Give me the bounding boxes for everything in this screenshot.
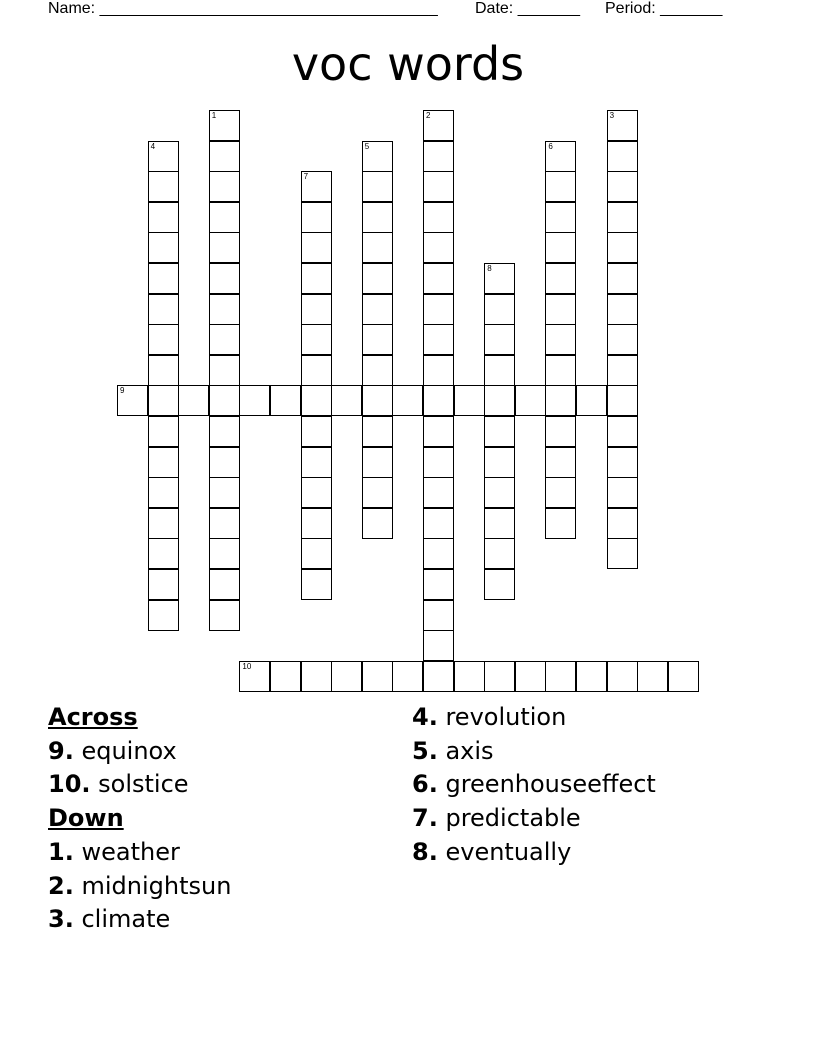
- grid-cell[interactable]: [607, 263, 638, 294]
- grid-cell[interactable]: [209, 110, 240, 141]
- grid-cell[interactable]: [607, 294, 638, 325]
- grid-cell[interactable]: [209, 294, 240, 325]
- grid-cell[interactable]: [607, 232, 638, 263]
- grid-cell[interactable]: [301, 661, 332, 692]
- grid-cell[interactable]: [362, 661, 393, 692]
- grid-cell[interactable]: [209, 538, 240, 569]
- grid-cell[interactable]: [301, 263, 332, 294]
- grid-cell[interactable]: [362, 141, 393, 172]
- grid-cell[interactable]: [270, 385, 301, 416]
- grid-cell[interactable]: [209, 232, 240, 263]
- across-heading: Across: [48, 703, 138, 731]
- grid-cell[interactable]: [362, 171, 393, 202]
- grid-cell[interactable]: [515, 661, 546, 692]
- grid-cell[interactable]: [545, 661, 576, 692]
- grid-cell[interactable]: [209, 202, 240, 233]
- down-heading: Down: [48, 804, 124, 833]
- grid-cell[interactable]: [423, 508, 454, 539]
- grid-cell[interactable]: [423, 538, 454, 569]
- grid-cell[interactable]: [484, 447, 515, 478]
- grid-cell[interactable]: [209, 141, 240, 172]
- grid-cell[interactable]: [209, 324, 240, 355]
- clue-down-1: [48, 836, 231, 870]
- grid-cell[interactable]: [423, 385, 454, 416]
- grid-cell[interactable]: [209, 385, 240, 416]
- grid-cell[interactable]: [301, 477, 332, 508]
- grid-cell[interactable]: [148, 508, 179, 539]
- grid-cell[interactable]: [362, 447, 393, 478]
- clue-down-2: [48, 870, 231, 904]
- clue-number: 2.: [48, 871, 74, 900]
- grid-cell[interactable]: [301, 294, 332, 325]
- clue-text: predictable: [445, 804, 581, 833]
- grid-cell[interactable]: [423, 324, 454, 355]
- clue-number: 4.: [412, 703, 438, 731]
- grid-cell[interactable]: [331, 661, 362, 692]
- grid-cell[interactable]: [301, 355, 332, 386]
- grid-cell[interactable]: [423, 630, 454, 661]
- grid-cell[interactable]: [148, 600, 179, 631]
- grid-cell[interactable]: [301, 171, 332, 202]
- grid-cell[interactable]: [545, 416, 576, 447]
- grid-cell[interactable]: [301, 324, 332, 355]
- clue-number-label: 10: [242, 661, 252, 671]
- grid-cell[interactable]: [392, 661, 423, 692]
- clue-number: 7.: [412, 804, 438, 833]
- grid-cell[interactable]: [545, 447, 576, 478]
- grid-cell[interactable]: [148, 569, 179, 600]
- clue-text: solstice: [98, 770, 189, 799]
- clue-text: axis: [445, 736, 494, 765]
- grid-cell[interactable]: [607, 538, 638, 569]
- clue-text: weather: [81, 837, 180, 866]
- clue-text: eventually: [445, 837, 572, 866]
- grid-cell[interactable]: [484, 477, 515, 508]
- grid-cell[interactable]: [362, 508, 393, 539]
- grid-cell[interactable]: [607, 171, 638, 202]
- clue-number: 10.: [48, 770, 91, 799]
- grid-cell[interactable]: [301, 202, 332, 233]
- grid-cell[interactable]: [515, 385, 546, 416]
- grid-cell[interactable]: [148, 324, 179, 355]
- grid-cell[interactable]: [209, 416, 240, 447]
- grid-cell[interactable]: [607, 110, 638, 141]
- grid-cell[interactable]: [484, 294, 515, 325]
- grid-cell[interactable]: [607, 447, 638, 478]
- grid-cell[interactable]: [484, 569, 515, 600]
- grid-cell[interactable]: [362, 263, 393, 294]
- grid-cell[interactable]: [209, 508, 240, 539]
- clue-number: 8.: [412, 837, 438, 866]
- clue-text: climate: [81, 905, 171, 934]
- grid-cell[interactable]: [423, 416, 454, 447]
- grid-cell[interactable]: [607, 141, 638, 172]
- grid-cell[interactable]: [148, 263, 179, 294]
- grid-cell[interactable]: [423, 355, 454, 386]
- clue-number: 5.: [412, 736, 438, 765]
- grid-cell[interactable]: [392, 385, 423, 416]
- grid-cell[interactable]: [148, 202, 179, 233]
- grid-cell[interactable]: [454, 385, 485, 416]
- clue-down-7: [412, 802, 656, 836]
- grid-cell[interactable]: [545, 508, 576, 539]
- grid-cell[interactable]: [362, 232, 393, 263]
- grid-cell[interactable]: [545, 385, 576, 416]
- clue-number-label: 7: [303, 172, 309, 182]
- grid-cell[interactable]: [148, 171, 179, 202]
- clue-number-label: 8: [487, 264, 492, 273]
- grid-cell[interactable]: [270, 661, 301, 692]
- grid-cell[interactable]: [545, 141, 576, 172]
- grid-cell[interactable]: [484, 416, 515, 447]
- clue-text: equinox: [81, 736, 177, 765]
- grid-cell[interactable]: [301, 232, 332, 263]
- clue-number: 1.: [48, 837, 74, 866]
- clue-number-label: 1: [211, 111, 217, 120]
- grid-cell[interactable]: [362, 355, 393, 386]
- grid-cell[interactable]: [423, 477, 454, 508]
- clue-number: 3.: [48, 905, 74, 934]
- grid-cell[interactable]: [117, 385, 148, 416]
- clue-text: midnightsun: [81, 871, 232, 900]
- clue-number-label: 4: [150, 141, 156, 151]
- grid-cell[interactable]: [423, 600, 454, 631]
- grid-cell[interactable]: [607, 324, 638, 355]
- grid-cell[interactable]: [301, 508, 332, 539]
- grid-cell[interactable]: [209, 447, 240, 478]
- grid-cell[interactable]: [454, 661, 485, 692]
- clue-number: 6.: [412, 770, 438, 799]
- grid-cell[interactable]: [362, 416, 393, 447]
- grid-cell[interactable]: [148, 447, 179, 478]
- period-field: Period: _______: [605, 0, 723, 17]
- grid-cell[interactable]: [301, 538, 332, 569]
- name-field: Name: ______________________________________: [48, 0, 438, 17]
- grid-cell[interactable]: [423, 294, 454, 325]
- grid-cell[interactable]: [209, 355, 240, 386]
- grid-cell[interactable]: [178, 385, 209, 416]
- grid-cell[interactable]: [484, 355, 515, 386]
- clue-across-10: [48, 768, 231, 802]
- grid-cell[interactable]: [484, 385, 515, 416]
- grid-cell[interactable]: [209, 171, 240, 202]
- clue-number-label: 9: [120, 386, 125, 396]
- grid-cell[interactable]: [607, 355, 638, 386]
- grid-cell[interactable]: [148, 385, 179, 416]
- grid-cell[interactable]: [484, 263, 515, 294]
- grid-cell[interactable]: [301, 569, 332, 600]
- grid-cell[interactable]: [423, 232, 454, 263]
- clue-number-label: 3: [609, 111, 615, 120]
- grid-cell[interactable]: [423, 569, 454, 600]
- grid-cell[interactable]: [607, 202, 638, 233]
- clue-down-8: [412, 836, 656, 870]
- grid-cell[interactable]: [545, 202, 576, 233]
- date-field: Date: _______: [475, 0, 580, 17]
- grid-cell[interactable]: [331, 385, 362, 416]
- grid-cell[interactable]: [576, 385, 607, 416]
- grid-cell[interactable]: [423, 447, 454, 478]
- grid-cell[interactable]: [423, 110, 454, 141]
- grid-cell[interactable]: [545, 477, 576, 508]
- clue-across-9: [48, 735, 231, 769]
- grid-cell[interactable]: [209, 477, 240, 508]
- grid-cell[interactable]: [484, 508, 515, 539]
- page-title: voc words: [291, 37, 525, 91]
- grid-cell[interactable]: [607, 385, 638, 416]
- grid-cell[interactable]: [545, 355, 576, 386]
- clue-down-3: [48, 903, 231, 937]
- clue-down-4: [412, 701, 656, 735]
- grid-cell[interactable]: [545, 171, 576, 202]
- clue-text: greenhouseeffect: [445, 770, 656, 799]
- grid-cell[interactable]: [545, 263, 576, 294]
- grid-cell[interactable]: [148, 294, 179, 325]
- clue-number-label: 5: [364, 141, 370, 151]
- grid-cell[interactable]: [362, 294, 393, 325]
- grid-cell[interactable]: [148, 416, 179, 447]
- grid-cell[interactable]: [423, 171, 454, 202]
- grid-cell[interactable]: [239, 385, 270, 416]
- grid-cell[interactable]: [576, 661, 607, 692]
- grid-cell[interactable]: [362, 477, 393, 508]
- grid-cell[interactable]: [607, 661, 638, 692]
- grid-cell[interactable]: [607, 508, 638, 539]
- clue-text: revolution: [445, 703, 567, 731]
- grid-cell[interactable]: [423, 141, 454, 172]
- grid-cell[interactable]: [301, 416, 332, 447]
- grid-cell[interactable]: [545, 324, 576, 355]
- grid-cell[interactable]: [209, 600, 240, 631]
- grid-cell[interactable]: [484, 538, 515, 569]
- grid-cell[interactable]: [301, 447, 332, 478]
- grid-cell[interactable]: [545, 294, 576, 325]
- grid-cell[interactable]: [423, 661, 454, 692]
- grid-cell[interactable]: [301, 385, 332, 416]
- grid-cell[interactable]: [423, 263, 454, 294]
- grid-cell[interactable]: [209, 569, 240, 600]
- clue-number-label: 2: [426, 111, 431, 120]
- grid-cell[interactable]: [209, 263, 240, 294]
- clue-down-5: [412, 735, 656, 769]
- grid-cell[interactable]: [362, 202, 393, 233]
- clue-number: 9.: [48, 736, 74, 765]
- grid-cell[interactable]: [484, 661, 515, 692]
- grid-cell[interactable]: [239, 661, 270, 692]
- grid-cell[interactable]: [607, 477, 638, 508]
- grid-cell[interactable]: [148, 538, 179, 569]
- grid-cell[interactable]: [484, 324, 515, 355]
- clues-left-column: [48, 701, 231, 937]
- grid-cell[interactable]: [148, 355, 179, 386]
- clue-number-label: 6: [548, 141, 553, 151]
- grid-cell[interactable]: [148, 141, 179, 172]
- clues-right-column: [412, 701, 656, 870]
- grid-cell[interactable]: [668, 661, 699, 692]
- grid-cell[interactable]: [607, 416, 638, 447]
- grid-cell[interactable]: [637, 661, 668, 692]
- grid-cell[interactable]: [362, 385, 393, 416]
- grid-cell[interactable]: [148, 232, 179, 263]
- grid-cell[interactable]: [362, 324, 393, 355]
- grid-cell[interactable]: [423, 202, 454, 233]
- grid-cell[interactable]: [545, 232, 576, 263]
- grid-cell[interactable]: [148, 477, 179, 508]
- clue-down-6: [412, 768, 656, 802]
